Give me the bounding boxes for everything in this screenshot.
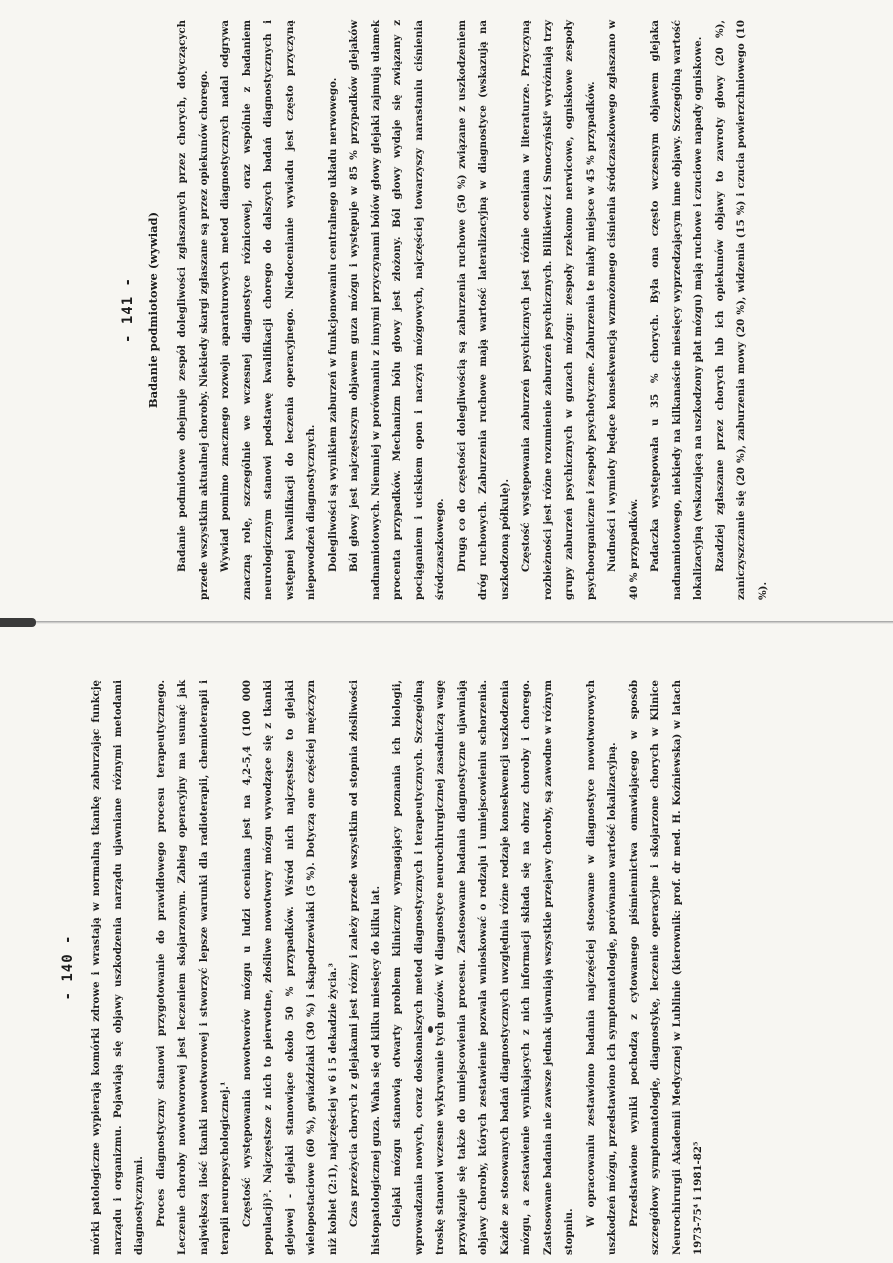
page-140-text-block <box>60 680 760 1255</box>
paragraph: Częstość występowania nowotworów mózgu u ludzi oceniana jest na 4,2-5,4 (100 000 populacji)². Najczęstsze z nich to pierwotne, złośliwe nowotwory mózgu wywodzące się z tkanki glejowej - glejaki stanowiące około 50 % przypadków. Wśród nich najczęstsze to glejaki wielopostaciowe (60 %), gwiaździaki (30 %) i skąpodrzewiaki (5 %). Dotyczą one częściej mężczyzn niż kobiet (2:1), najczęściej w 6 i 5 dekadzie życia.³ <box>240 680 339 1255</box>
paragraph: Częstość występowania zaburzeń psychicznych jest różnie oceniana w literaturze. Przyczyną rozbieżności jest różne rozumienie zaburzeń psychicznych. Bilikiewicz i Smoczyński⁶ wyróżniają trzy grupy zaburzeń psychicznych w guzach mózgu: zespoły rzekomo nerwicowe, ogniskowe zespoły psychoorganiczne i zespoły psychotyczne. Zaburzenia te miały miejsce w 45 % przypadków. <box>520 20 597 600</box>
page-gutter-divider <box>0 618 893 626</box>
section-heading: Badanie podmiotowe (wywiad) <box>146 211 160 409</box>
paragraph: Glejaki mózgu stanowią otwarty problem kliniczny wymagający poznania ich biologii, wprowadzania nowych, coraz doskonalszych metod diagnostycznych i terapeutycznych. Szczególną troskę stanowi wczesne wykrywanie tych guzów. W diagnostyce neurochirurgicznej zasadniczą wagę przywiązuje się także do umiejscowienia procesu. Zastosowane badania diagnostyczne ujawniają objawy choroby, których zestawienie pozwala wnioskować o rodzaju i umiejscowieniu schorzenia. Każde ze stosowanych badań diagnostycznych uwzględnia różne rodzaje konsekwencji uszkodzenia mózgu, a zestawienie wynikających z nich informacji składa się na obraz choroby i chorego. Zastosowane badania nie zawsze jednak ujawniają wszystkie przejawy choroby, są zawodne w różnym stopniu. <box>391 680 575 1255</box>
page-141-text-block <box>120 20 820 600</box>
page-140 <box>0 640 893 1263</box>
paragraph: Badanie podmiotowe obejmuje zespół dolegliwości zgłaszanych przez chorych, dotyczących przede wszystkim aktualnej choroby. Niekiedy skargi zgłaszane są przez opiekunów chorego. <box>176 20 210 600</box>
paragraph: Proces diagnostyczny stanowi przygotowanie do prawidłowego procesu terapeutycznego. Leczenie choroby nowotworowej jest leczeniem skojarzonym. Zabieg operacyjny ma usunąć jak największą ilość tkanki nowotworowej i stworzyć lepsze warunki dla radioterapii, chemioterapii i terapii neuropsychologicznej.¹ <box>154 680 231 1255</box>
page-141 <box>0 0 893 610</box>
paragraph: Padaczka występowała u 35 % chorych. Była ona często wczesnym objawem glejaka nadnamiotowego, niekiedy na kilkanaście miesięcy wyprzedzającym inne objawy. Szczególną wartość lokalizacyjną (wskazującą na uszkodzony płat mózgu) mają ruchowe i czuciowe napady ogniskowe. <box>649 20 704 600</box>
paragraph: Przedstawione wyniki pochodzą z cytowanego piśmiennictwa omawiającego w sposób szczegółowy symptomatologię, diagnostykę, leczenie operacyjne i skojarzone chorych w Klinice Neurochirurgii Akademii Medycznej w Lublinie (kierownik: prof. dr med. H. Koźniewska) w latach 1973-75⁴ i 1981-82⁵ <box>627 680 704 1255</box>
page-number: - 140 - <box>60 934 76 1001</box>
paragraph: Rzadziej zgłaszane przez chorych lub ich opiekunów objawy to zawroty głowy (20 %), zaniczyszczanie się (20 %), zaburzenia mowy (20 %), widzenia (15 %) i czucia powierzchniowego (10 %). <box>713 20 769 600</box>
paragraph: Czas przeżycia chorych z glejakami jest różny i zależy przede wszystkim od stopnia złośliwości histopatologicznej guza. Waha się od kilku miesięcy do kilku lat. <box>348 680 382 1255</box>
paragraph: W opracowaniu zestawiono badania najczęściej stosowane w diagnostyce nowotworowych uszkodzeń mózgu, przedstawiono ich symptomatologię, porównano wartość lokalizacyjną. <box>584 680 618 1255</box>
paragraph: Drugą co do częstości dolegliwością są zaburzenia ruchowe (50 %) związane z uszkodzeniem dróg ruchowych. Zaburzenia ruchowe mają wartość lateralizacyjną w diagnostyce (wskazują na uszkodzoną półkulę). <box>455 20 511 600</box>
paragraph: Wywiad pomimo znacznego rozwoju aparaturowych metod diagnostycznych nadal odgrywa znaczną rolę, szczególnie we wczesnej diagnostyce różnicowej, oraz wspólnie z badaniem neurologicznym stanowi podstawę kwalifikacji chorego do dalszych badań diagnostycznych i wstępnej kwalifikacji do leczenia operacyjnego. Niedocenianie wywiadu jest często przyczyną niepowodzeń diagnostycznych. <box>219 20 317 600</box>
scan-speck <box>428 1026 433 1033</box>
paragraph: Nudności i wymioty będące konsekwencją wzmożonego ciśnienia śródczaszkowego zgłaszano w 40 % przypadków. <box>606 20 640 600</box>
paragraph: Ból głowy jest najczęstszym objawem guza mózgu i występuje w 85 % przypadków glejaków nadnamiotowych. Niemniej w porównaniu z innymi przyczynami bólów głowy glejaki zajmują ułamek procenta przypadków. Mechanizm bólu głowy jest złożony. Ból głowy wydaje się związany z pociąganiem i uciskiem opon i naczyń mózgowych, najczęściej towarzyszy narastaniu ciśnienia śródczaszkowego. <box>348 20 446 600</box>
paragraph: Dolegliwości są wynikiem zaburzeń w funkcjonowaniu centralnego układu nerwowego. <box>326 77 339 572</box>
paragraph: mórki patologiczne wypierają komórki zdrowe i wrastają w normalną tkankę zaburzając funkcję narządu i organizmu. Pojawiają się objawy uszkodzenia narządu ujawniane różnymi metodami diagnostycznymi. <box>90 680 145 1255</box>
page-number: - 141 - <box>120 277 136 344</box>
